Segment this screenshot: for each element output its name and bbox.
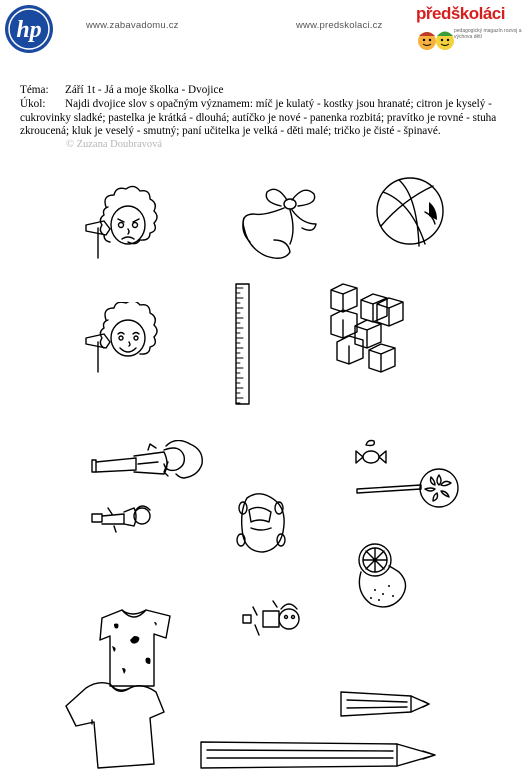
brand-subtitle: pedagogický magazín rozvoj a výchova dětí xyxy=(454,28,522,40)
teacher-icon[interactable] xyxy=(86,440,208,490)
ball-icon[interactable] xyxy=(373,172,448,250)
clean-shirt-icon[interactable] xyxy=(62,676,170,772)
ukol-label: Úkol: xyxy=(20,97,46,110)
lemon-icon[interactable] xyxy=(353,538,411,610)
lollipop-icon[interactable] xyxy=(353,465,465,509)
short-pencil-icon[interactable] xyxy=(337,688,433,720)
small-child-icon[interactable] xyxy=(88,500,160,536)
sad-boy-icon[interactable] xyxy=(78,185,163,265)
blocks-icon[interactable] xyxy=(325,282,407,384)
url-zabavadomu[interactable]: www.zabavadomu.cz xyxy=(86,20,179,31)
svg-text:hp: hp xyxy=(16,17,42,43)
ukol-value: Najdi dvojice slov s opačným významem: míč je kulatý - kostky jsou hranaté; citron je kyselý - cukrovinky sladké; pastelka je krátká - dlouhá; autíčko je nové - panenka rozbitá; pravítko je rovné - stuha zkroucená; kluk je veselý - smutný; paní učitelka je velká - děti malé; tričko je čisté - špinavé. xyxy=(20,97,497,138)
long-pencil-icon[interactable] xyxy=(197,736,442,774)
ruler-icon[interactable] xyxy=(230,282,254,408)
toy-car-icon[interactable] xyxy=(233,488,289,556)
happy-boy-icon[interactable] xyxy=(78,302,163,377)
brand-name: předškoláci xyxy=(416,4,505,23)
tema-value: Září 1t - Já a moje školka - Dvojice xyxy=(65,84,224,96)
copyright: © Zuzana Doubravová xyxy=(66,139,163,150)
broken-doll-icon[interactable] xyxy=(239,597,305,641)
ribbon-icon[interactable] xyxy=(232,182,322,268)
url-predskolaci[interactable]: www.predskolaci.cz xyxy=(296,20,383,31)
tema-label: Téma: xyxy=(20,84,49,96)
